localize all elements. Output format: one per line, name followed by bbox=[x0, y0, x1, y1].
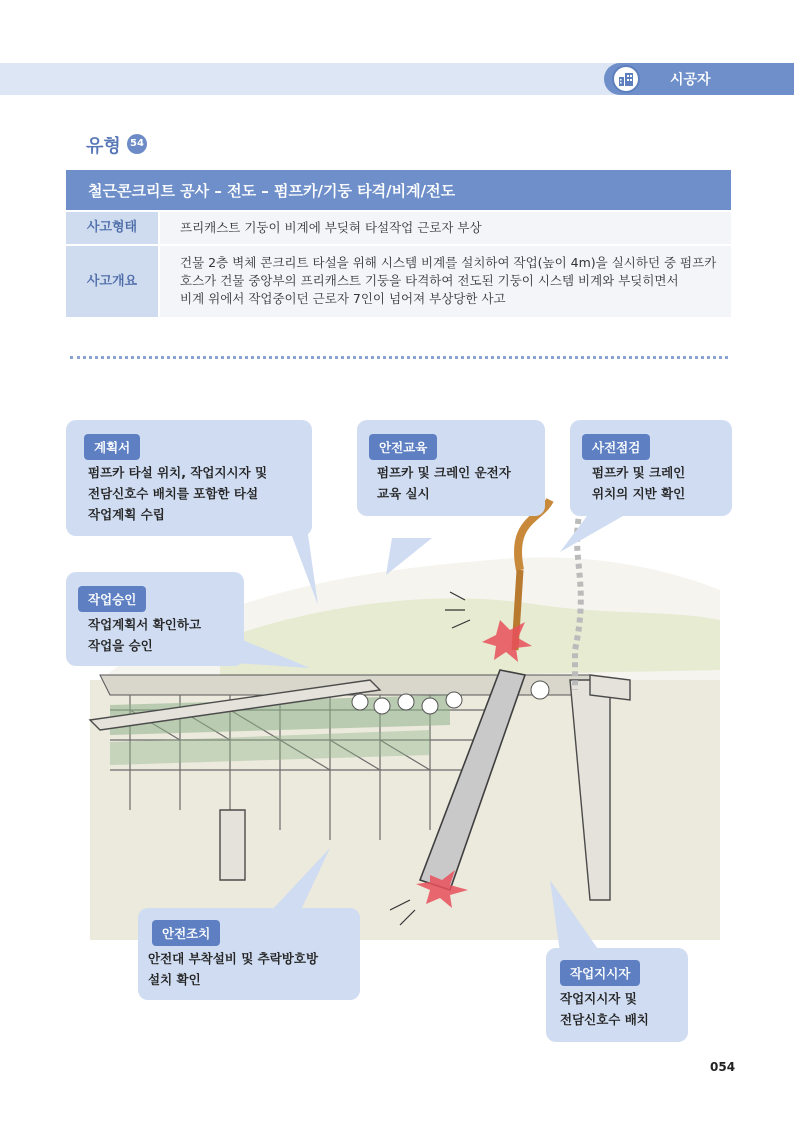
callout-line: 작업을 승인 bbox=[88, 638, 153, 653]
callout-tag: 안전교육 bbox=[369, 434, 437, 460]
row-line: 비계 위에서 작업중이던 근로자 7인이 넘어져 부상당한 사고 bbox=[180, 291, 506, 306]
type-heading: 유형 bbox=[86, 136, 121, 157]
callout-text bbox=[148, 948, 318, 990]
callout-line: 펌프카 타설 위치, 작업지시자 및 bbox=[88, 465, 268, 480]
row-line: 건물 2층 벽체 콘크리트 타설을 위해 시스템 비계를 설치하여 작업(높이 4m)을 실시하던 중 펌프카 bbox=[180, 255, 717, 270]
callout-tag: 사전점검 bbox=[582, 434, 650, 460]
callout-safety bbox=[138, 908, 360, 1000]
callout-tag: 계획서 bbox=[84, 434, 140, 460]
callout-inspection bbox=[570, 420, 732, 516]
callout-plan bbox=[66, 420, 312, 536]
row-label-accident-summary: 사고개요 bbox=[66, 246, 158, 317]
row-label-accident-type: 사고형태 bbox=[66, 212, 158, 244]
callout-line: 교육 실시 bbox=[377, 486, 430, 501]
role-label: 시공자 bbox=[670, 72, 711, 88]
callout-line: 전담신호수 배치를 포함한 타설 bbox=[88, 486, 259, 501]
callout-line: 작업계획서 확인하고 bbox=[88, 617, 202, 632]
case-title: 철근콘크리트 공사 – 전도 – 펌프카/기둥 타격/비계/전도 bbox=[66, 170, 731, 210]
callout-text bbox=[88, 462, 267, 525]
callout-approval bbox=[66, 572, 244, 666]
row-line: 프리캐스트 기둥이 비계에 부딪혀 타설작업 근로자 부상 bbox=[180, 220, 482, 235]
callout-line: 설치 확인 bbox=[148, 972, 201, 987]
type-number-badge: 54 bbox=[127, 134, 147, 154]
callout-text bbox=[592, 462, 685, 504]
callout-education bbox=[357, 420, 545, 516]
row-line: 호스가 건물 중앙부의 프리캐스트 기둥을 타격하여 전도된 기둥이 시스템 비계와 부딪히면서 bbox=[180, 273, 679, 288]
callout-tag: 작업승인 bbox=[78, 586, 146, 612]
callout-line: 펌프카 및 크레인 bbox=[592, 465, 686, 480]
callout-line: 전담신호수 배치 bbox=[560, 1012, 649, 1027]
callout-line: 작업계획 수립 bbox=[88, 507, 165, 522]
callout-line: 안전대 부착설비 및 추락방호방 bbox=[148, 951, 319, 966]
callout-line: 펌프카 및 크레인 운전자 bbox=[377, 465, 511, 480]
callout-tag: 안전조치 bbox=[152, 920, 220, 946]
callout-text bbox=[88, 614, 201, 656]
callout-text bbox=[560, 988, 649, 1030]
callout-line: 작업지시자 및 bbox=[560, 991, 637, 1006]
callout-text bbox=[377, 462, 511, 504]
page-number: 054 bbox=[710, 1060, 736, 1074]
callout-supervisor bbox=[546, 948, 688, 1042]
callout-tag: 작업지시자 bbox=[560, 960, 640, 986]
callout-line: 위치의 지반 확인 bbox=[592, 486, 686, 501]
